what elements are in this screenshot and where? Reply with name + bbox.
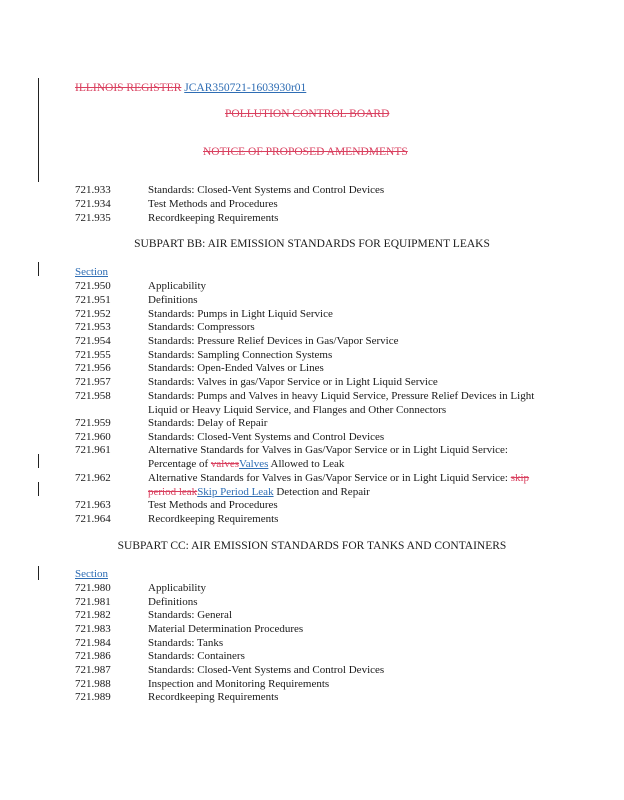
register-line	[75, 82, 306, 94]
section-number: 721.982	[75, 609, 111, 621]
list-item	[75, 417, 548, 431]
list-item	[75, 499, 548, 513]
register-deleted-text: ILLINOIS REGISTER	[75, 82, 182, 94]
inserted-text: Skip Period Leak	[197, 485, 274, 498]
list-item	[75, 390, 548, 417]
section-number: 721.960	[75, 431, 111, 443]
list-item	[75, 691, 548, 705]
section-number: 721.961	[75, 444, 111, 456]
section-number: 721.984	[75, 637, 111, 649]
register-inserted-text: JCAR350721-1603930r01	[184, 82, 307, 94]
section-number: 721.959	[75, 417, 111, 429]
section-title: Recordkeeping Requirements	[148, 691, 279, 703]
section-number: 721.964	[75, 513, 111, 525]
section-number: 721.958	[75, 390, 111, 402]
subpart-cc-title: SUBPART CC: AIR EMISSION STANDARDS FOR TANKS AND CONTAINERS	[117, 540, 507, 552]
section-number: 721.957	[75, 376, 111, 388]
section-number: 721.963	[75, 499, 111, 511]
section-heading: Section	[75, 568, 108, 580]
section-title: Applicability	[148, 582, 207, 594]
board-title: POLLUTION CONTROL BOARD	[225, 108, 390, 120]
list-item	[75, 623, 548, 637]
section-number: 721.950	[75, 280, 111, 292]
list-item	[75, 212, 548, 226]
list-item	[75, 582, 548, 596]
section-number: 721.962	[75, 472, 111, 484]
change-bar	[38, 454, 39, 468]
list-item	[75, 349, 548, 363]
list-item	[75, 472, 548, 499]
section-number: 721.951	[75, 294, 111, 306]
change-bar	[38, 78, 39, 182]
list-item	[75, 596, 548, 610]
section-title: Standards: Open-Ended Valves or Lines	[148, 362, 324, 374]
section-number: 721.981	[75, 596, 111, 608]
list-item	[75, 637, 548, 651]
list-item	[75, 184, 548, 198]
subpart-bb-title: SUBPART BB: AIR EMISSION STANDARDS FOR EQUIPMENT LEAKS	[134, 238, 490, 250]
section-title: Standards: Pressure Relief Devices in Gas/Vapor Service	[148, 335, 399, 347]
section-title: Recordkeeping Requirements	[148, 513, 279, 525]
section-title: Standards: Containers	[148, 650, 245, 662]
list-item	[75, 294, 548, 308]
section-title: Applicability	[148, 280, 207, 292]
section-number: 721.933	[75, 184, 111, 196]
section-number: 721.952	[75, 308, 111, 320]
section-title: Test Methods and Procedures	[148, 198, 278, 210]
deleted-text: valves	[210, 457, 240, 470]
section-number: 721.980	[75, 582, 111, 594]
section-title: Material Determination Procedures	[148, 623, 304, 635]
list-item	[75, 376, 548, 390]
section-title: Definitions	[148, 596, 198, 608]
section-number: 721.954	[75, 335, 111, 347]
inserted-text: Valves	[239, 457, 269, 470]
list-item	[75, 308, 548, 322]
section-title: Alternative Standards for Valves in Gas/Vapor Service or in Light Liquid Service: skip period leakSkip Period Leak Detection and Repair	[148, 472, 530, 498]
section-number: 721.934	[75, 198, 111, 210]
section-number: 721.955	[75, 349, 111, 361]
section-title: Alternative Standards for Valves in Gas/Vapor Service or in Light Liquid Service: Percentage of valvesValves Allowed to Leak	[148, 444, 508, 470]
section-number: 721.956	[75, 362, 111, 374]
section-heading: Section	[75, 266, 108, 278]
section-title: Definitions	[148, 294, 198, 306]
deleted-text: skip period leak	[148, 472, 530, 498]
list-item	[75, 362, 548, 376]
list-item	[75, 664, 548, 678]
list-item	[75, 678, 548, 692]
list-item	[75, 431, 548, 445]
section-title: Standards: Closed-Vent Systems and Control Devices	[148, 664, 385, 676]
change-bar	[38, 262, 39, 276]
section-title: Standards: Closed-Vent Systems and Control Devices	[148, 431, 385, 443]
section-number: 721.986	[75, 650, 111, 662]
section-number: 721.953	[75, 321, 111, 333]
list-item	[75, 513, 548, 527]
section-title: Standards: Valves in gas/Vapor Service or in Light Liquid Service	[148, 376, 438, 388]
list-item	[75, 280, 548, 294]
change-bar	[38, 482, 39, 496]
section-title: Standards: Compressors	[148, 321, 255, 333]
section-number: 721.989	[75, 691, 111, 703]
list-item	[75, 609, 548, 623]
list-item	[75, 650, 548, 664]
change-bar	[38, 566, 39, 580]
list-item	[75, 321, 548, 335]
section-number: 721.983	[75, 623, 111, 635]
notice-title: NOTICE OF PROPOSED AMENDMENTS	[203, 146, 408, 158]
section-number: 721.987	[75, 664, 111, 676]
section-title: Standards: General	[148, 609, 232, 621]
list-item	[75, 198, 548, 212]
section-title: Test Methods and Procedures	[148, 499, 278, 511]
section-title: Standards: Sampling Connection Systems	[148, 349, 333, 361]
section-title: Standards: Delay of Repair	[148, 417, 268, 429]
section-title: Standards: Tanks	[148, 637, 224, 649]
section-title: Standards: Closed-Vent Systems and Control Devices	[148, 184, 385, 196]
list-item	[75, 335, 548, 349]
section-number: 721.935	[75, 212, 111, 224]
section-title: Recordkeeping Requirements	[148, 212, 279, 224]
list-item	[75, 444, 548, 471]
section-title: Inspection and Monitoring Requirements	[148, 678, 330, 690]
section-number: 721.988	[75, 678, 111, 690]
section-title: Standards: Pumps in Light Liquid Service	[148, 308, 333, 320]
section-title: Standards: Pumps and Valves in heavy Liquid Service, Pressure Relief Devices in Light Liquid or Heavy Liquid Service, and Flanges and Other Connectors	[148, 390, 535, 416]
